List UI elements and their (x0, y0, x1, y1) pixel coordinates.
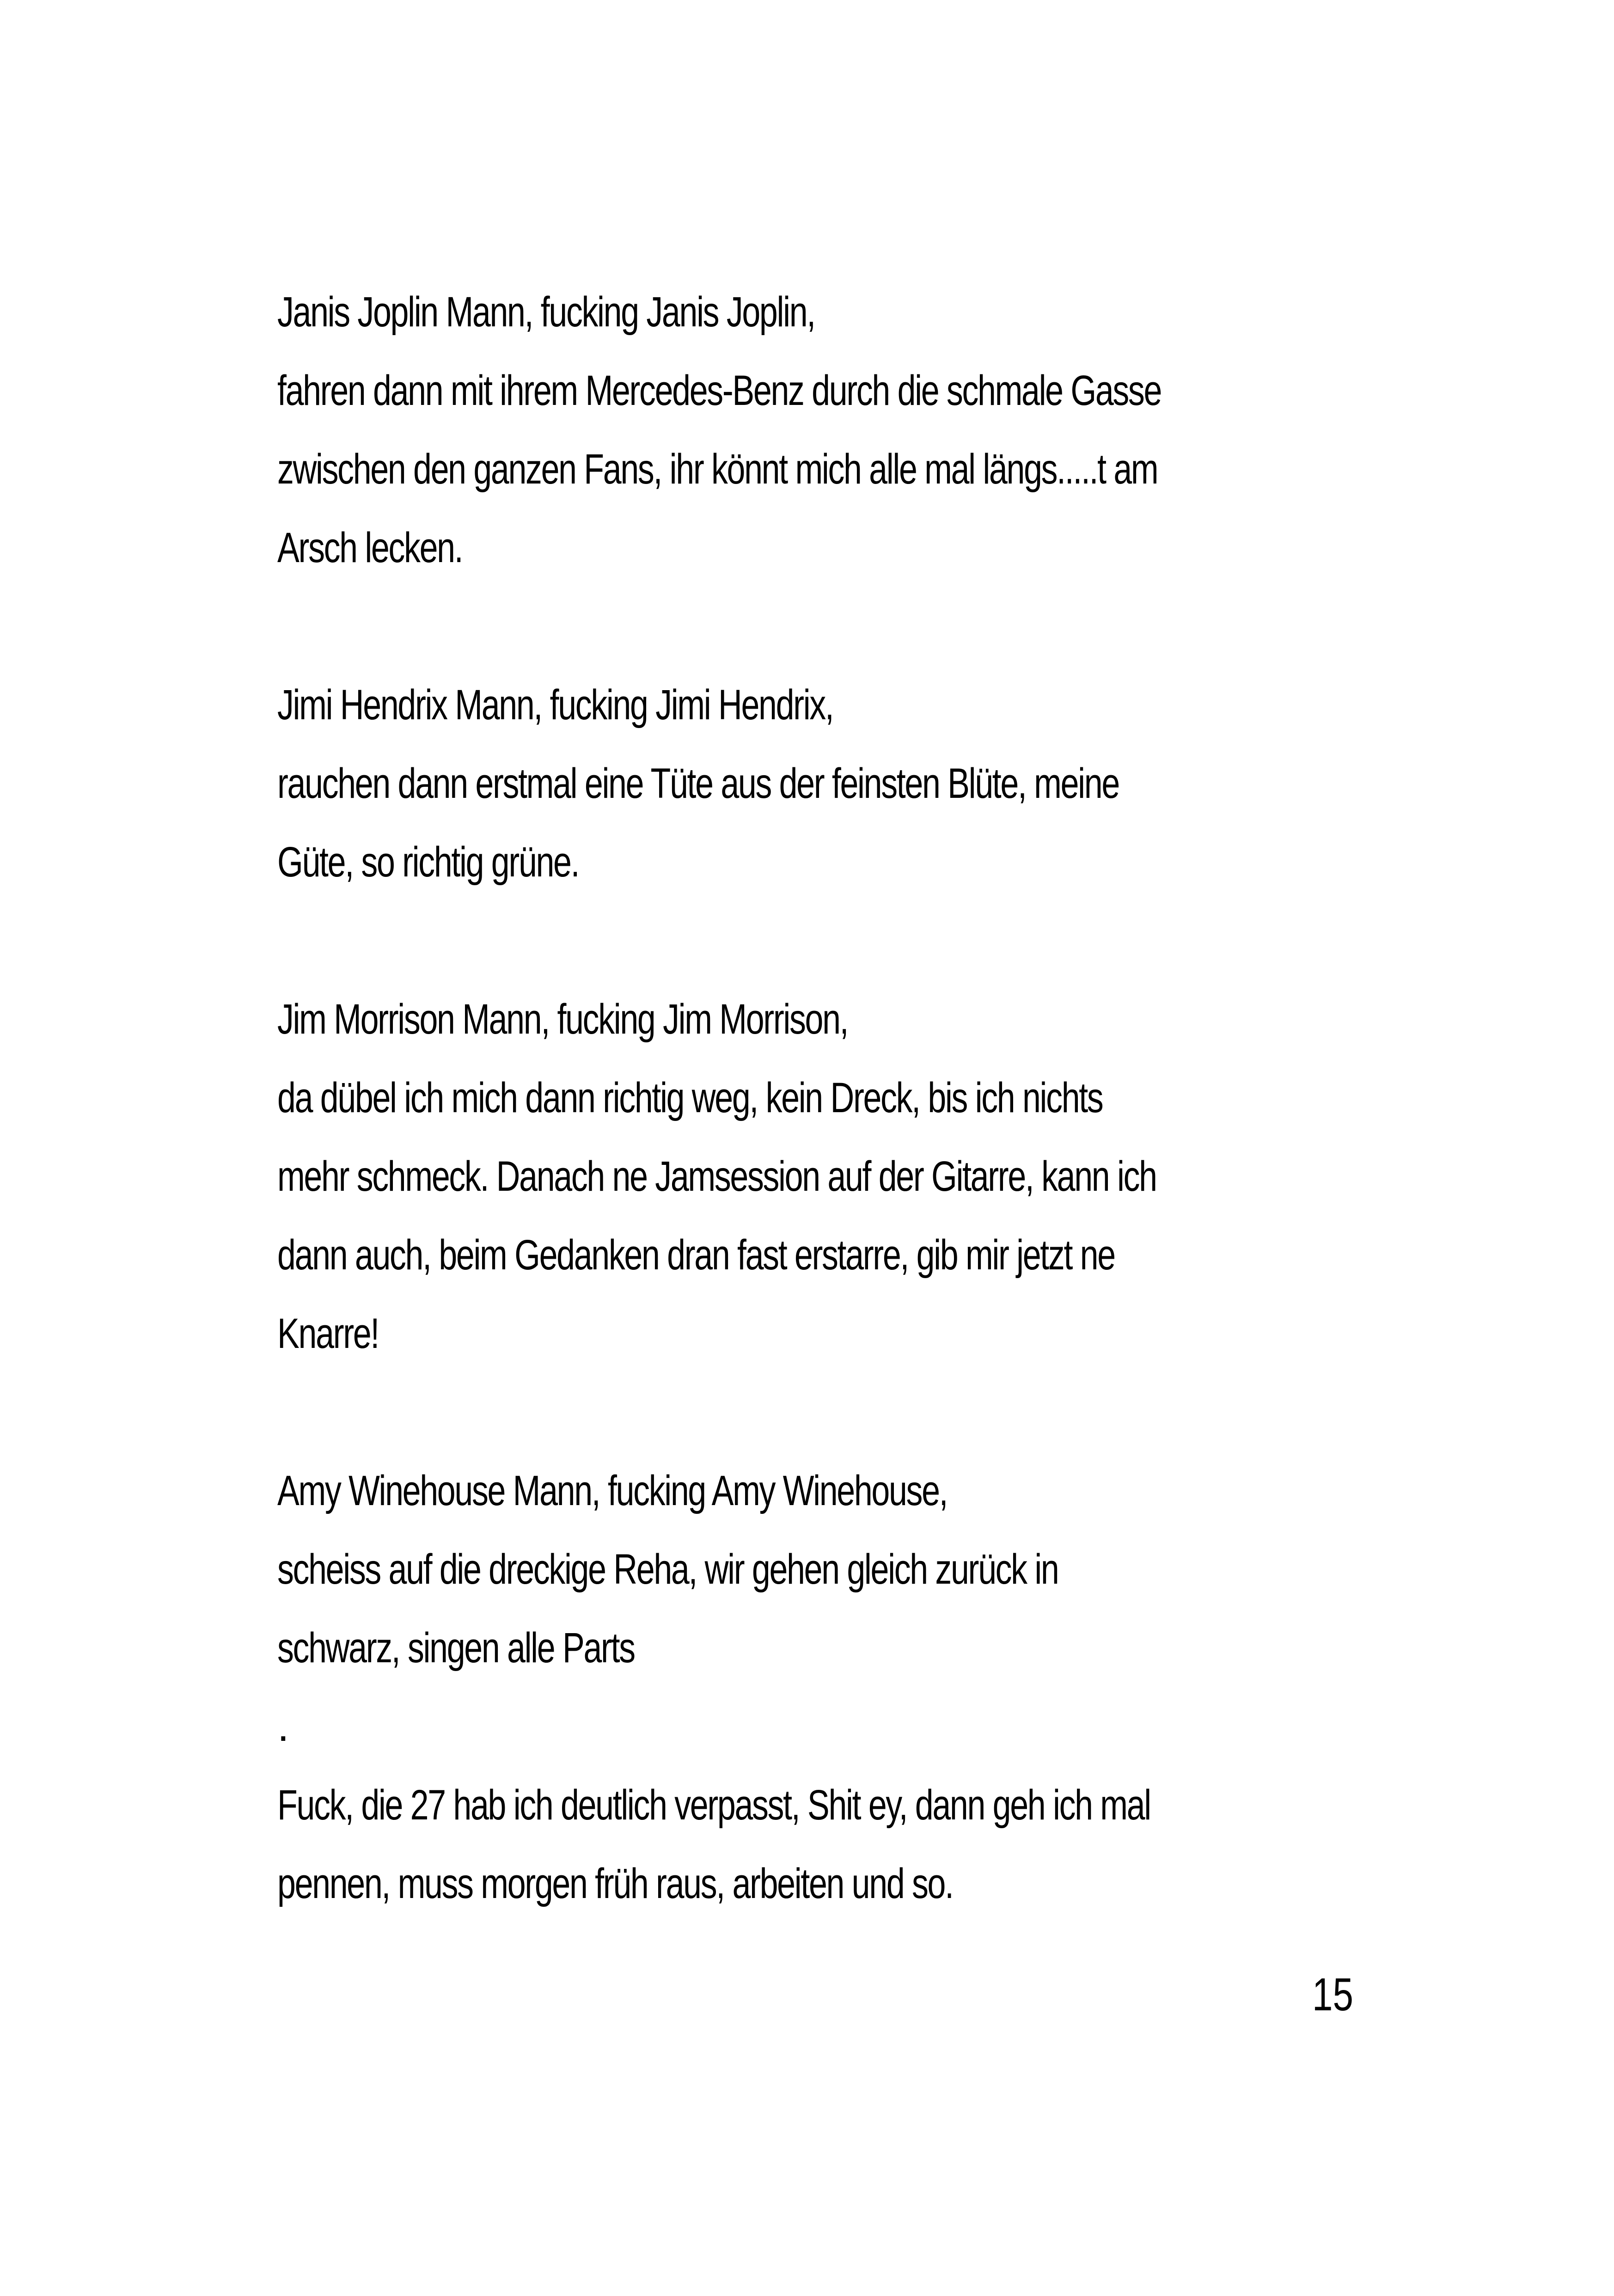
stanza-spacer (277, 1373, 1396, 1451)
text-line: pennen, muss morgen früh raus, arbeiten und so. (277, 1860, 953, 1907)
text-line: Jim Morrison Mann, fucking Jim Morrison, (277, 996, 848, 1043)
stanza-spacer (277, 901, 1396, 980)
text-line: fahren dann mit ihrem Mercedes-Benz durch die schmale Gasse (277, 367, 1162, 414)
stanza-jim-morrison (277, 980, 1396, 1373)
text-line: mehr schmeck. Danach ne Jamsession auf der Gitarre, kann ich (277, 1153, 1156, 1200)
poem-text (277, 273, 1396, 1923)
text-line: Güte, so richtig grüne. (277, 839, 579, 886)
text-line: rauchen dann erstmal eine Tüte aus der feinsten Blüte, meine (277, 760, 1119, 807)
stanza-spacer (277, 587, 1396, 666)
stanza-janis-joplin (277, 273, 1396, 587)
text-line: schwarz, singen alle Parts (277, 1624, 635, 1671)
text-line: zwischen den ganzen Fans, ihr könnt mich alle mal längs.....t am (277, 446, 1158, 493)
text-line: Arsch lecken. (277, 524, 463, 571)
text-line: Fuck, die 27 hab ich deutlich verpasst, Shit ey, dann geh ich mal (277, 1782, 1150, 1829)
text-line: Amy Winehouse Mann, fucking Amy Winehouse, (277, 1467, 948, 1514)
stanza-jimi-hendrix (277, 666, 1396, 901)
text-line: da dübel ich mich dann richtig weg, kein Dreck, bis ich nichts (277, 1074, 1103, 1121)
text-line: dann auch, beim Gedanken dran fast erstarre, gib mir jetzt ne (277, 1231, 1115, 1279)
stanza-amy-winehouse (277, 1451, 1396, 1923)
text-line: . (277, 1703, 289, 1750)
page-number: 15 (1312, 1969, 1353, 2020)
text-line: Janis Joplin Mann, fucking Janis Joplin, (277, 288, 815, 336)
text-line: Knarre! (277, 1310, 379, 1357)
text-line: scheiss auf die dreckige Reha, wir gehen gleich zurück in (277, 1546, 1058, 1593)
text-line: Jimi Hendrix Mann, fucking Jimi Hendrix, (277, 681, 833, 729)
